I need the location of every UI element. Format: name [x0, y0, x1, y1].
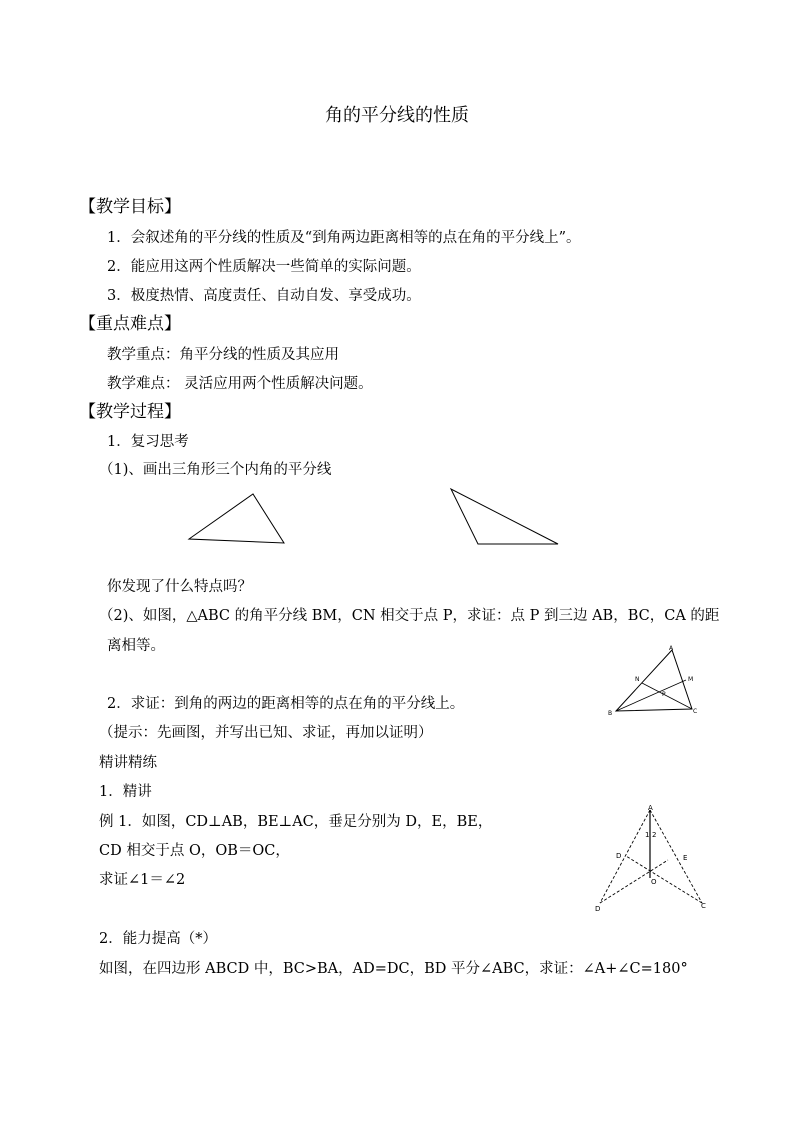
label-A: A	[669, 645, 674, 652]
section-heading-key: 【重点难点】	[79, 314, 181, 334]
label-C: C	[701, 902, 706, 910]
section-heading-goals: 【教学目标】	[79, 197, 181, 217]
review-title: 1．复习思考	[107, 434, 189, 450]
example-figure	[590, 800, 715, 915]
goal-item: 3．极度热情、高度责任、自动自发、享受成功。	[107, 288, 421, 304]
section-heading-process: 【教学过程】	[79, 402, 181, 422]
label-A: A	[648, 804, 653, 812]
question-2-line2: 离相等。	[107, 638, 165, 654]
label-2: 2	[652, 831, 657, 839]
question-1: （1)、画出三角形三个内角的平分线	[99, 462, 332, 478]
label-P: P	[662, 691, 666, 698]
label-1: 1	[645, 831, 650, 839]
label-N: N	[635, 676, 640, 683]
question-2-line1: （2)、如图，△ABC 的角平分线 BM，CN 相交于点 P，求证：点 P 到三边 AB，BC，CA 的距	[99, 608, 720, 624]
lecture-title: 精讲精练	[99, 755, 157, 771]
example-line3: 求证∠1＝∠2	[99, 872, 186, 888]
label-C: C	[693, 708, 698, 715]
question-1-followup: 你发现了什么特点吗？	[107, 579, 252, 595]
label-D: D	[616, 852, 622, 860]
goal-item: 1．会叙述角的平分线的性质及“到角两边距离相等的点在角的平分线上”。	[107, 230, 581, 246]
key-difficulty: 教学难点： 灵活应用两个性质解决问题。	[107, 376, 373, 392]
key-focus: 教学重点：角平分线的性质及其应用	[107, 347, 339, 363]
goal-item: 2．能应用这两个性质解决一些简单的实际问题。	[107, 259, 421, 275]
lecture-subtitle: 1．精讲	[99, 784, 152, 800]
label-B: D	[595, 905, 601, 913]
example-line2: CD 相交于点 O，OB＝OC，	[99, 843, 290, 859]
triangle-acute	[189, 494, 284, 543]
example-line1: 例 1．如图，CD⊥AB，BE⊥AC，垂足分别为 D，E，BE，	[99, 814, 493, 830]
prove-title: 2．求证：到角的两边的距离相等的点在角的平分线上。	[107, 696, 465, 712]
ability-title: 2．能力提高（*）	[99, 931, 217, 947]
label-M: M	[688, 676, 694, 683]
label-O: O	[651, 878, 657, 886]
ability-text: 如图，在四边形 ABCD 中，BC>BA，AD=DC，BD 平分∠ABC，求证：∠A+∠C=180°	[99, 961, 688, 977]
bisector-figure	[606, 643, 702, 719]
label-E: E	[683, 854, 688, 862]
label-B: B	[608, 710, 613, 717]
prove-hint: （提示：先画图，并写出已知、求证，再加以证明）	[99, 725, 433, 741]
triangles-figure	[180, 485, 580, 555]
page-title: 角的平分线的性质	[325, 105, 469, 126]
triangle-obtuse	[451, 489, 558, 544]
